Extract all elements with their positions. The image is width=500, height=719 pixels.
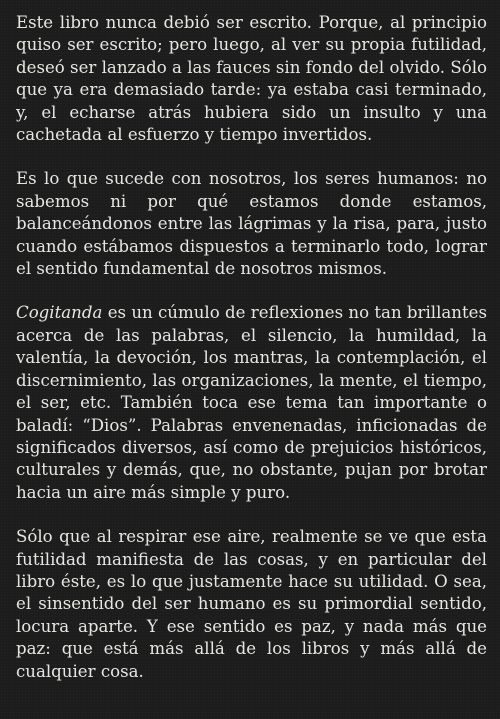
paragraph-text: es un cúmulo de reflexiones no tan brillantes acerca de las palabras, el silencio, la humildad, la valentía, la devoción, los mantras, la contemplación, el discernimiento, las organizaciones, la mente, el tiempo, el ser, etc. También toca ese tema tan importante o baladí: “Dios”. Palabras envenenadas, inficionadas de significados diversos, así como de prejuicios históricos, culturales y demás, que, no obstante, pujan por brotar hacia un aire más simple y puro. (16, 303, 487, 502)
book-title: Cogitanda (16, 303, 103, 323)
paragraph-humans (16, 168, 487, 280)
paragraph-intro (16, 12, 487, 146)
paragraph-cogitanda (16, 302, 487, 504)
paragraph-text: Este libro nunca debió ser escrito. Porque, al principio quiso ser escrito; pero luego, al ver su propia futilidad, deseó ser lanzado a las fauces sin fondo del olvido. Sólo que ya era demasiado tarde: ya estaba casi terminado, y, el echarse atrás hubiera sido un insulto y una cachetada al esfuerzo y tiempo invertidos. (16, 13, 487, 145)
paragraph-conclusion (16, 526, 487, 683)
paragraph-text: Sólo que al respirar ese aire, realmente se ve que esta futilidad manifiesta de las cosas, y en particular del libro éste, es lo que justamente hace su utilidad. O sea, el sinsentido del ser humano es su primordial sentido, locura aparte. Y ese sentido es paz, y nada más que paz: que está más allá de los libros y más allá de cualquier cosa. (16, 527, 487, 681)
paragraph-text: Es lo que sucede con nosotros, los seres humanos: no sabemos ni por qué estamos donde estamos, balanceándonos entre las lágrimas y la risa, para, justo cuando estábamos dispuestos a terminarlo todo, lograr el sentido fundamental de nosotros mismos. (16, 169, 487, 279)
